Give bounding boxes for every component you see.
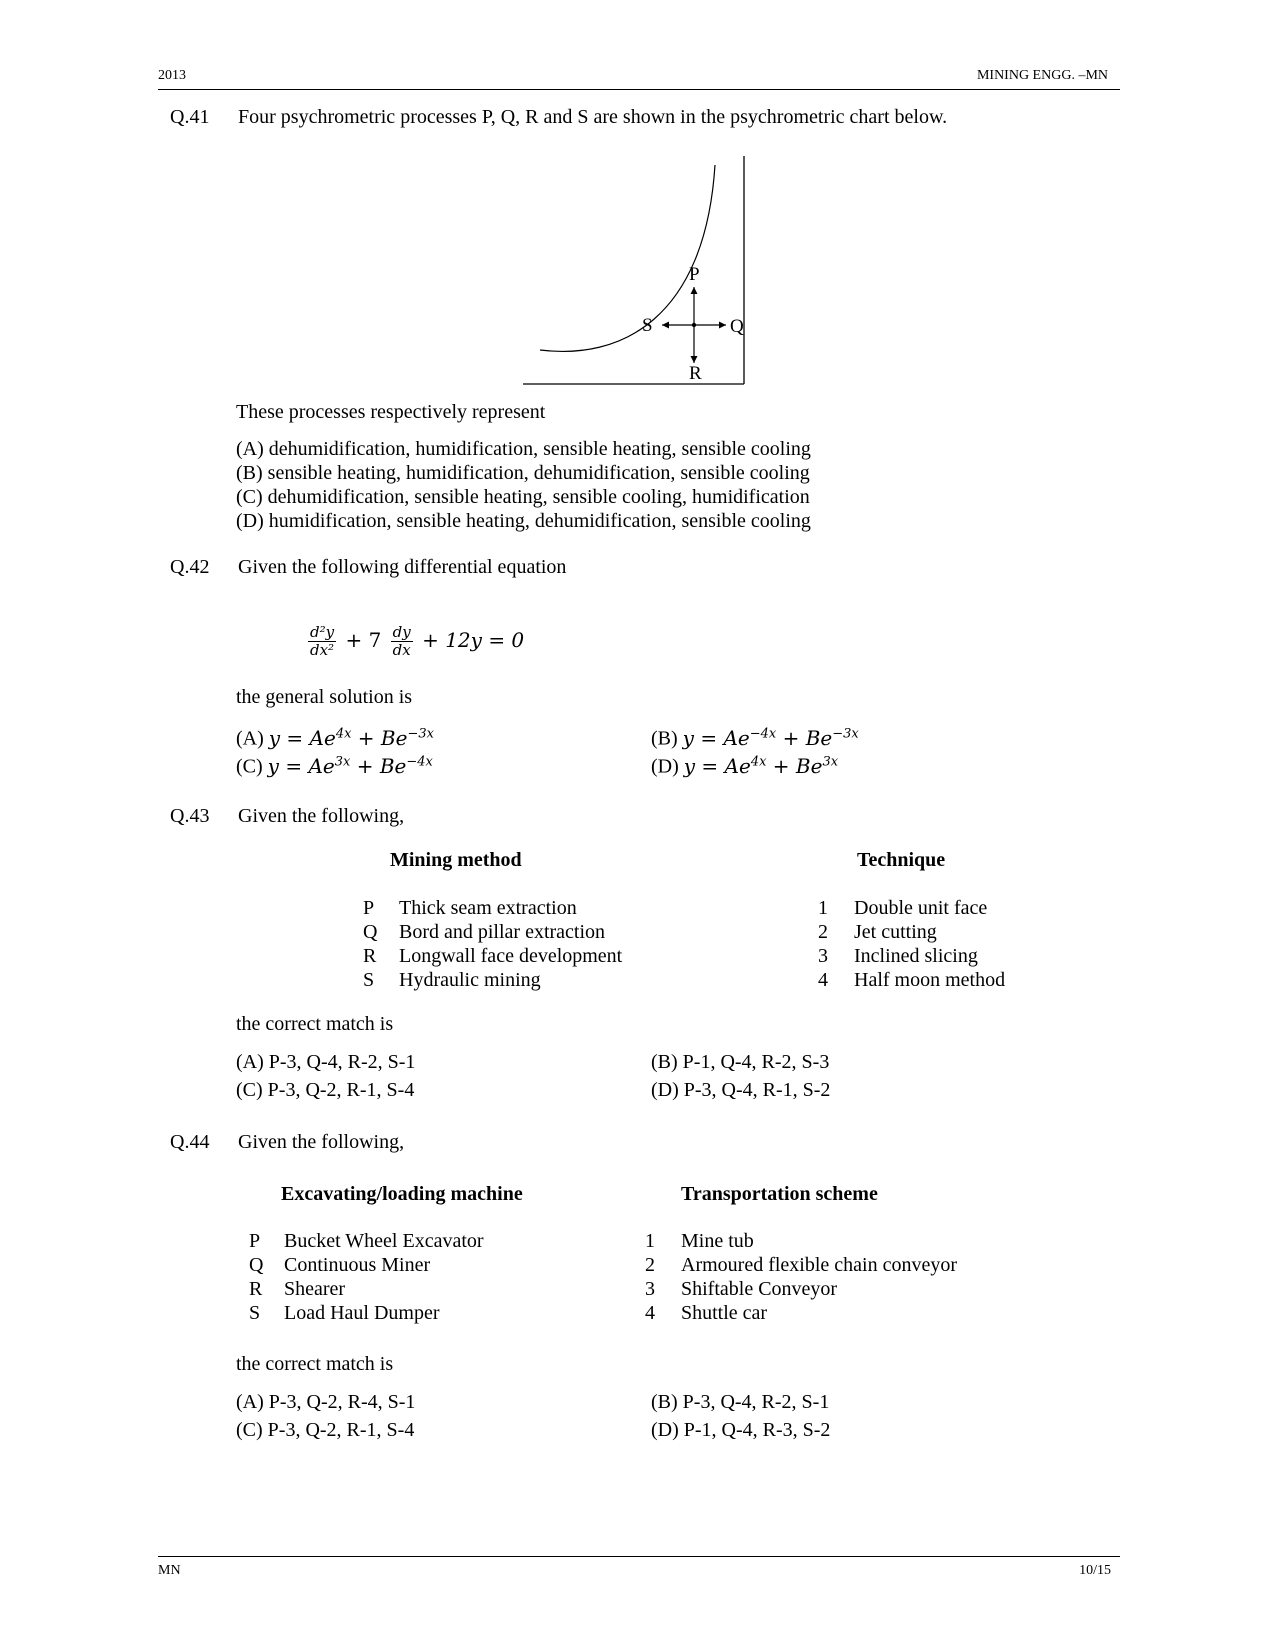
q41-number: Q.41 — [170, 106, 210, 128]
q42-prompt: the general solution is — [236, 686, 413, 708]
label-r: R — [689, 363, 702, 384]
header-year: 2013 — [158, 68, 186, 83]
list-item: 2 Armoured flexible chain conveyor — [645, 1254, 958, 1276]
q42-option-b: (B) $y = Ae^{-4x} + Be^{-3x}$ — [651, 725, 859, 750]
eq-frac-2: $\frac{dy}{dx}$ — [392, 623, 411, 659]
q44-col1-list — [249, 1229, 484, 1325]
q43-prompt: the correct match is — [236, 1013, 394, 1035]
q41-option-a: (A) dehumidification, humidification, sensible heating, sensible cooling — [236, 438, 811, 460]
list-item: S Hydraulic mining — [363, 969, 541, 991]
q42-text: Given the following differential equation — [238, 556, 567, 578]
list-item: P Thick seam extraction — [363, 897, 577, 919]
q43-option-c: (C) P-3, Q-2, R-1, S-4 — [236, 1079, 415, 1101]
list-item: R Longwall face development — [363, 945, 623, 967]
list-item: R Shearer — [249, 1278, 346, 1300]
q42-equation: $\frac{\text{d²y}}{\text{dx²}}$ + 7 $\frac{dy}{dx}$ + 12y = 0 — [310, 623, 525, 659]
list-item: Q Bord and pillar extraction — [363, 921, 606, 943]
q42-option-d: (D) $y = Ae^{4x} + Be^{3x}$ — [651, 753, 839, 778]
list-item: 2 Jet cutting — [818, 921, 937, 943]
q41-prompt: These processes respectively represent — [236, 401, 546, 423]
label-q: Q — [730, 316, 744, 337]
q44-col1-header: Excavating/loading machine — [281, 1183, 523, 1205]
q44-prompt: the correct match is — [236, 1353, 394, 1375]
q43-col2-header: Technique — [857, 849, 946, 871]
label-p: P — [689, 264, 700, 285]
list-item: 3 Shiftable Conveyor — [645, 1278, 838, 1300]
q43-col1-list — [363, 896, 622, 992]
q41-option-b: (B) sensible heating, humidification, dehumidification, sensible cooling — [236, 462, 810, 484]
footer-rule — [158, 1556, 1120, 1557]
q43-option-a: (A) P-3, Q-4, R-2, S-1 — [236, 1051, 416, 1073]
q44-col2-header: Transportation scheme — [681, 1183, 878, 1205]
saturation-curve — [540, 165, 715, 351]
list-item: Q Continuous Miner — [249, 1254, 431, 1276]
list-item: 4 Shuttle car — [645, 1302, 768, 1324]
q43-text: Given the following, — [238, 805, 405, 827]
q43-col1-header: Mining method — [390, 849, 522, 871]
q44-option-d: (D) P-1, Q-4, R-3, S-2 — [651, 1419, 831, 1441]
q44-col2-list — [645, 1229, 957, 1325]
header-rule — [158, 89, 1120, 90]
q41-text: Four psychrometric processes P, Q, R and S are shown in the psychrometric chart below. — [238, 106, 948, 128]
q42-option-a: (A) $y = Ae^{4x} + Be^{-3x}$ — [236, 725, 434, 750]
list-item: 3 Inclined slicing — [818, 945, 978, 967]
header-paper: MINING ENGG. –MN — [976, 68, 1108, 83]
list-item: 1 Double unit face — [818, 897, 988, 919]
q41-option-c: (C) dehumidification, sensible heating, sensible cooling, humidification — [236, 486, 810, 508]
q44-option-c: (C) P-3, Q-2, R-1, S-4 — [236, 1419, 415, 1441]
q44-text: Given the following, — [238, 1131, 405, 1153]
footer-page-number: 10/15 — [1079, 1563, 1111, 1578]
q44-option-b: (B) P-3, Q-4, R-2, S-1 — [651, 1391, 830, 1413]
q44-option-a: (A) P-3, Q-2, R-4, S-1 — [236, 1391, 416, 1413]
footer-code: MN — [158, 1563, 181, 1578]
list-item: 4 Half moon method — [818, 969, 1006, 991]
q42-option-c: (C) $y = Ae^{3x} + Be^{-4x}$ — [236, 753, 433, 778]
q43-col2-list — [818, 896, 1005, 992]
q44-number: Q.44 — [170, 1131, 210, 1153]
q42-number: Q.42 — [170, 556, 210, 578]
q43-option-b: (B) P-1, Q-4, R-2, S-3 — [651, 1051, 830, 1073]
eq-frac-1: $\frac{\text{d²y}}{\text{dx²}}$ — [310, 623, 335, 659]
list-item: S Load Haul Dumper — [249, 1302, 440, 1324]
q43-option-d: (D) P-3, Q-4, R-1, S-2 — [651, 1079, 831, 1101]
q43-number: Q.43 — [170, 805, 210, 827]
list-item: P Bucket Wheel Excavator — [249, 1230, 484, 1252]
list-item: 1 Mine tub — [645, 1230, 754, 1252]
psychrometric-chart — [500, 150, 760, 390]
label-s: S — [642, 315, 653, 336]
q41-option-d: (D) humidification, sensible heating, dehumidification, sensible cooling — [236, 510, 811, 532]
